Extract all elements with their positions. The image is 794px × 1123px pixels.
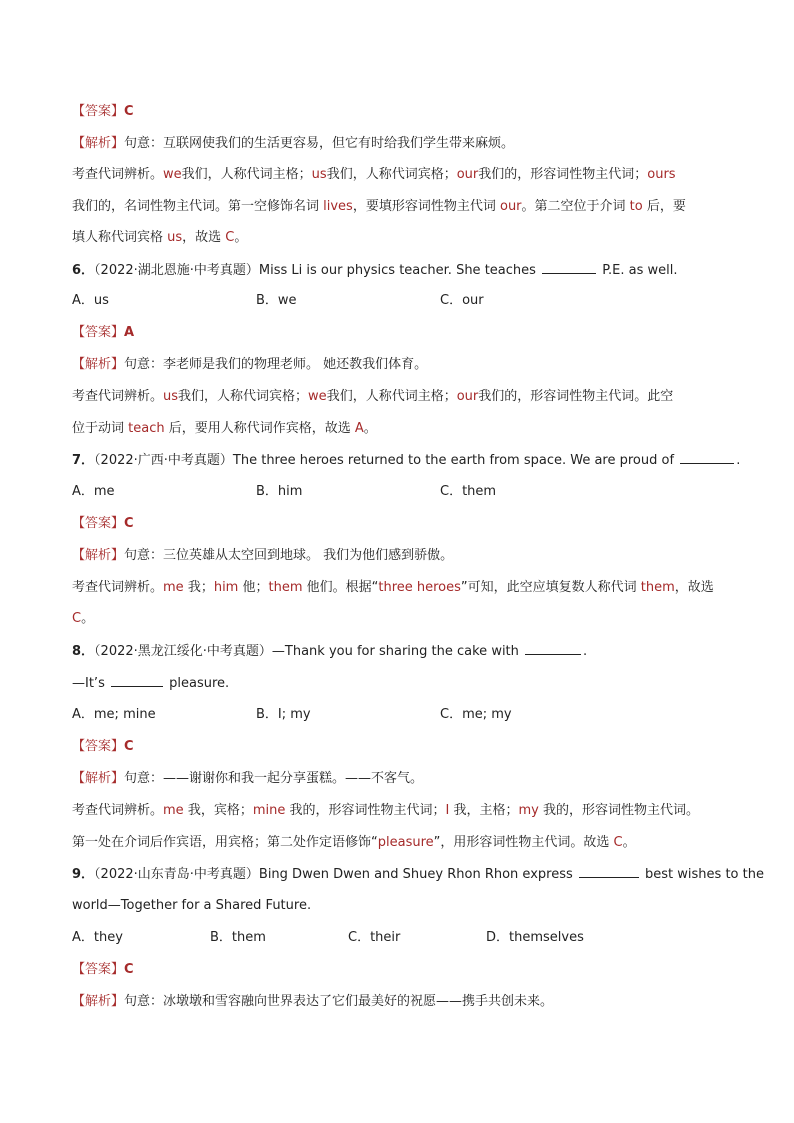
q9-answer: C [124,962,134,977]
q6-stem [72,261,722,280]
q9-explanation-line-1 [72,993,722,1011]
q6-explanation-line-3 [72,420,722,438]
text: 考查代词辨析。 [72,389,164,404]
keyword: them [640,580,675,595]
answer-blank [680,451,734,464]
answer-label: 【答案】 [72,104,125,119]
answer-label: 【答案】 [72,516,125,531]
text: 我，主格； [449,803,519,818]
option-a: A．me [72,484,115,499]
text: 考查代词辨析。 [72,803,164,818]
stem-text: Miss Li is our physics teacher. She teaches [258,263,536,278]
text: ”可知，此空应填复数人称代词 [460,580,641,595]
text: 。第二空位于介词 [521,199,630,214]
keyword: A [354,421,364,436]
keyword: lives [323,199,353,214]
explanation-label: 【解析】 [72,548,125,563]
option-d: D．themselves [486,930,584,945]
option-a: A．they [72,930,123,945]
text: ，要填形容词性物主代词 [352,199,500,214]
q7-explanation-text: 句意：三位英雄从太空回到地球。 我们为他们感到骄傲。 [124,548,454,563]
stem-text: —Thank you for sharing the cake with [271,644,519,659]
q7-answer-line [72,515,722,533]
q8-answer-line [72,738,722,756]
option-c: C．our [440,293,484,308]
stem-text: The three heroes returned to the earth from space. We are proud of [232,453,675,468]
explanation-label: 【解析】 [72,136,125,151]
text: ，故选 [182,230,226,245]
keyword: three heroes [378,580,461,595]
text: 我的，形容词性物主代词； [285,803,446,818]
option-b: B．them [210,930,266,945]
q7-explanation-line-2 [72,579,722,597]
keyword: my [518,803,539,818]
q5-explanation-line-2 [72,166,722,184]
text: 考查代词辨析。 [72,167,164,182]
keyword: teach [128,421,165,436]
q6-answer-line [72,324,722,342]
text: 后，要 [642,199,686,214]
text: 。 [363,421,377,436]
q8-answer: C [124,739,134,754]
q7-stem [72,451,741,470]
q6-explanation-text: 句意：李老师是我们的物理老师。 她还教我们体育。 [124,357,428,372]
q6-answer: A [124,325,135,340]
keyword: mine [252,803,286,818]
keyword: me [163,803,184,818]
text: 我们的，名词性物主代词。第一空修饰名词 [72,199,324,214]
text: 他； [238,580,269,595]
text: 我的，形容词性物主代词。 [538,803,699,818]
text: 我们的，形容词性物主代词。此空 [478,389,674,404]
q8-options [72,706,722,724]
stem-text: world—Together for a Shared Future. [72,898,312,913]
option-b: B．we [256,293,297,308]
stem-text: pleasure. [169,676,230,691]
q5-explanation-line-4 [72,229,722,247]
stem-text: P.E. as well. [602,263,678,278]
stem-text: . [736,453,741,468]
answer-blank [579,865,639,878]
option-b: B．him [256,484,303,499]
keyword: him [213,580,239,595]
option-c: C．their [348,930,401,945]
text: 我； [183,580,214,595]
q8-stem-line-2 [72,674,722,693]
text: 我们，人称代词宾格； [326,167,457,182]
q9-explanation-text: 句意：冰墩墩和雪容融向世界表达了它们最美好的祝愿——携手共创未来。 [124,994,554,1009]
text: ，故选 [674,580,714,595]
q8-explanation-line-2 [72,802,722,820]
explanation-label: 【解析】 [72,357,125,372]
question-number: 9． [72,867,95,882]
text: 考查代词辨析。 [72,580,164,595]
q6-explanation-line-1 [72,356,722,374]
stem-text: best wishes to the [645,867,764,882]
answer-blank [542,261,596,274]
q9-options [72,929,722,947]
keyword: pleasure [377,835,434,850]
q9-stem [72,865,764,884]
option-b: B．I; my [256,707,311,722]
q5-explanation-text: 句意：互联网使我们的生活更容易，但它有时给我们学生带来麻烦。 [124,136,515,151]
keyword: C [613,835,623,850]
q9-answer-line [72,961,722,979]
question-source: （2022·广西·中考真题） [94,453,233,468]
text: ”，用形容词性物主代词。故选 [433,835,614,850]
keyword: I [445,803,450,818]
q7-explanation-line-1 [72,547,722,565]
answer-label: 【答案】 [72,739,125,754]
text: 我们，人称代词宾格； [178,389,309,404]
keyword: us [311,167,327,182]
question-source: （2022·湖北恩施·中考真题） [94,263,259,278]
keyword: C [72,611,82,626]
keyword: we [308,389,327,404]
keyword: them [268,580,303,595]
explanation-label: 【解析】 [72,994,125,1009]
keyword: me [163,580,184,595]
answer-blank [111,674,163,687]
q7-options [72,483,722,501]
q8-stem [72,642,722,661]
keyword: our [456,389,479,404]
stem-text: —It’s [72,676,105,691]
text: 我们，人称代词主格； [326,389,457,404]
text: 我们的，形容词性物主代词； [478,167,648,182]
q5-explanation-line-3 [72,198,722,216]
keyword: our [499,199,522,214]
keyword: our [456,167,479,182]
text: 后，要用人称代词作宾格，故选 [164,421,355,436]
q8-explanation-text: 句意：——谢谢你和我一起分享蛋糕。——不客气。 [124,771,424,786]
option-a: A．us [72,293,109,308]
q9-stem-line-2 [72,897,722,915]
question-source: （2022·黑龙江绥化·中考真题） [94,644,272,659]
q7-answer: C [124,516,134,531]
question-number: 8． [72,644,95,659]
text: 位于动词 [72,421,129,436]
option-c: C．them [440,484,497,499]
text: 。 [234,230,248,245]
keyword: to [629,199,643,214]
answer-blank [525,642,581,655]
explanation-label: 【解析】 [72,771,125,786]
text: 他们。根据“ [302,580,379,595]
text: 。 [81,611,95,626]
q6-options [72,292,722,310]
q5-answer-line [72,103,722,121]
keyword: ours [647,167,676,182]
q8-explanation-line-3 [72,834,722,852]
q5-explanation-line-1 [72,135,722,153]
q6-explanation-line-2 [72,388,722,406]
q7-explanation-line-3 [72,610,722,628]
keyword: us [167,230,183,245]
text: 我，宾格； [183,803,253,818]
text: 。 [622,835,636,850]
answer-label: 【答案】 [72,325,125,340]
q5-answer: C [124,104,134,119]
option-a: A．me; mine [72,707,156,722]
stem-text: Bing Dwen Dwen and Shuey Rhon Rhon express [258,867,573,882]
option-c: C．me; my [440,707,512,722]
question-source: （2022·山东青岛·中考真题） [94,867,259,882]
text: 填人称代词宾格 [72,230,168,245]
stem-text: . [583,644,588,659]
text: 我们，人称代词主格； [181,167,312,182]
keyword: C [225,230,235,245]
question-number: 6． [72,263,95,278]
answer-label: 【答案】 [72,962,125,977]
question-number: 7． [72,453,95,468]
q8-explanation-line-1 [72,770,722,788]
text: 第一处在介词后作宾语，用宾格；第二处作定语修饰“ [72,835,378,850]
keyword: us [163,389,179,404]
keyword: we [163,167,182,182]
